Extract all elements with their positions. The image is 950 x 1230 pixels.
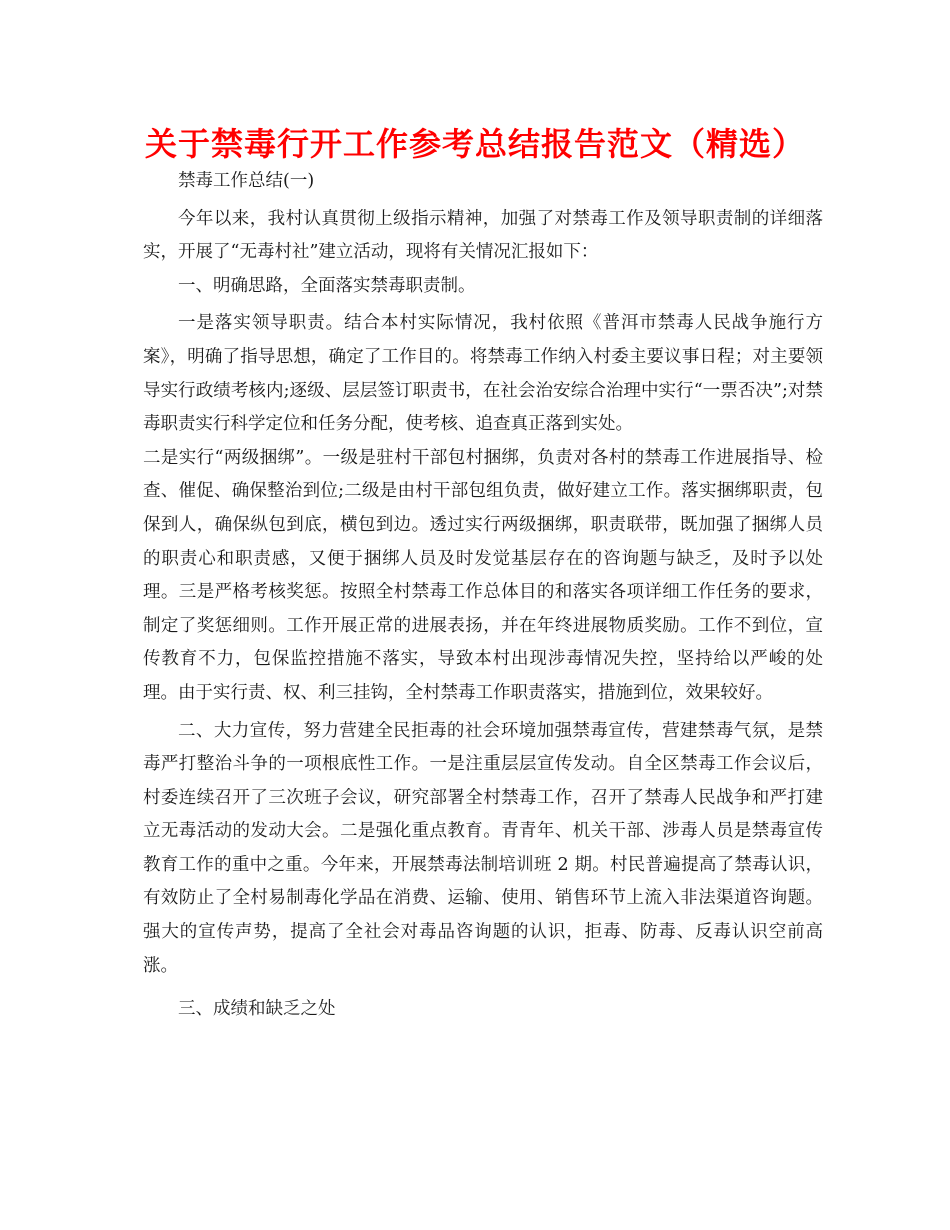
section-heading: 一、明确思路，全面落实禁毒职责制。 xyxy=(178,275,476,296)
paragraph: 二是实行“两级捆绑”。一级是驻村干部包村捆绑，负责对各村的禁毒工作进展指导、检查、催促、确保整治到位;二级是由村干部包组负责，做好建立工作。落实捆绑职责，包保到人，确保纵包到底，横包到边。透过实行两级捆绑，职责联带，既加强了捆绑人员的职责心和职责感，又便于捆绑人员及时发觉基层存在的咨询题与缺乏，及时予以处理。三是严格考核奖惩。按照全村禁毒工作总体目的和落实各项详细工作任务的要求，制定了奖惩细则。工作开展正常的进展表扬，并在年终进展物质奖励。工作不到位，宣传教育不力，包保监控措施不落实，导致本村出现涉毒情况失控，坚持给以严峻的处理。由于实行责、权、利三挂钩，全村禁毒工作职责落实，措施到位，效果较好。 xyxy=(143,447,823,703)
document-title: 关于禁毒行开工作参考总结报告范文（精选） xyxy=(144,125,805,163)
section-heading: 三、成绩和缺乏之处 xyxy=(178,999,336,1020)
section-heading: 禁毒工作总结(一) xyxy=(178,171,315,191)
paragraph: 今年以来，我村认真贯彻上级指示精神，加强了对禁毒工作及领导职责制的详细落实，开展了“无毒村社”建立活动，现将有关情况汇报如下： xyxy=(143,208,823,263)
paragraph: 一是落实领导职责。结合本村实际情况，我村依照《普洱市禁毒人民战争施行方案》，明确了指导思想，确定了工作目的。将禁毒工作纳入村委主要议事日程；对主要领导实行政绩考核内;逐级、层层签订职责书，在社会治安综合治理中实行“一票否决”;对禁毒职责实行科学定位和任务分配，使考核、追查真正落到实处。 xyxy=(143,313,823,435)
paragraph: 二、大力宣传，努力营建全民拒毒的社会环境加强禁毒宣传，营建禁毒气氛，是禁毒严打整治斗争的一项根底性工作。一是注重层层宣传发动。自全区禁毒工作会议后，村委连续召开了三次班子会议，研究部署全村禁毒工作，召开了禁毒人民战争和严打建立无毒活动的发动大会。二是强化重点教育。青青年、机关干部、涉毒人员是禁毒宣传教育工作的重中之重。今年来，开展禁毒法制培训班 2 期。村民普遍提高了禁毒认识，有效防止了全村易制毒化学品在消费、运输、使用、销售环节上流入非法渠道咨询题。强大的宣传声势，提高了全社会对毒品咨询题的认识，拒毒、防毒、反毒认识空前高涨。 xyxy=(143,720,823,976)
document-body xyxy=(143,165,823,1027)
